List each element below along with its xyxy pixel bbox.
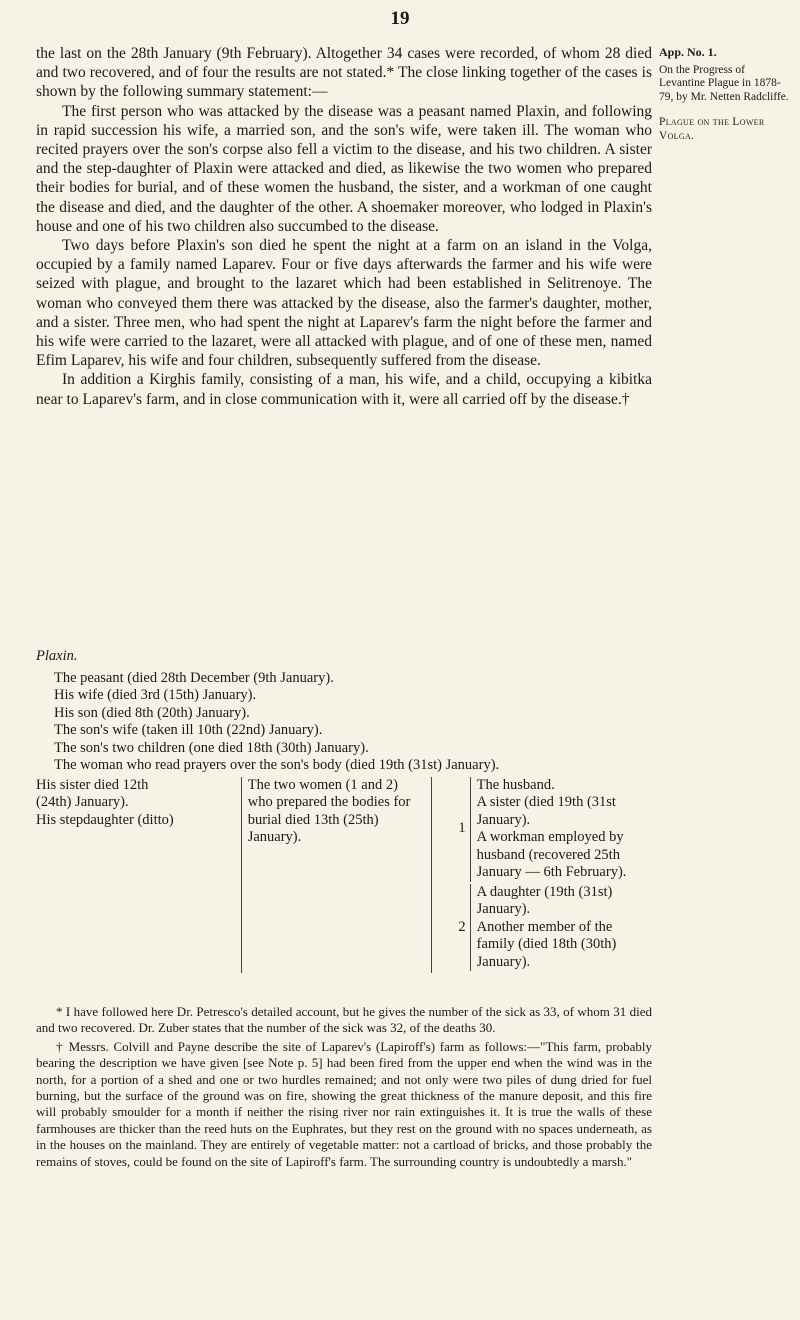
- paragraph: In addition a Kirghis family, consisting of a man, his wife, and a child, occupying a kibitka near to Laparev's farm, and in close communication with it, were all carried off by the disease.†: [36, 371, 652, 408]
- page-number: 19: [390, 8, 410, 29]
- case-line: The son's two children (one died 18th (30th) January).: [54, 739, 369, 756]
- case-line: The son's wife (taken ill 10th (22nd) January).: [54, 722, 323, 738]
- case-summary-title: Plaxin.: [36, 648, 78, 664]
- paragraph: Two days before Plaxin's son died he spent the night at a farm on an island in the Volga, occupied by a family named Laparev. Four or five days afterwards the farmer and his wife were seized with plague, and brought to the lazaret which had been established in Selitrenoye. The woman who conveyed them there was attacked by the disease, also the farmer's daughter, mother, and a sister. Three men, who had spent the night at Laparev's farm the night before the farmer and his wife were carried to the lazaret, were all attacked with plague, and of one of these men, named Efim Laparev, his wife and four children, subsequently suffered from the disease.: [36, 237, 652, 370]
- footnotes: [36, 1004, 652, 1170]
- margin-note-plague: Plague on the Lower Volga.: [659, 116, 765, 142]
- paragraph: The first person who was attacked by the disease was a peasant named Plaxin, and following in rapid succession his wife, a married son, and the son's wife, were taken ill. The woman who recited prayers over the son's corpse also fell a victim to the disease, and his two children. A sister and the step-daughter of Plaxin were attacked and died, as likewise the two women who prepared their bodies for burial, and of these women the husband, the sister, and a workman of one caught the disease and died, and the daughter of the other. A shoemaker moreover, who lodged in Plaxin's house and one of his two children also succumbed to the disease.: [36, 102, 652, 235]
- case-line: A sister (died 19th (31st January).: [476, 794, 616, 828]
- case-line: Another member of the family (died 18th (30th) January).: [476, 918, 617, 970]
- group-number: 2: [458, 918, 466, 935]
- group-number: 1: [458, 820, 466, 837]
- margin-notes: [659, 46, 789, 155]
- appendix-label: App. No. 1.: [659, 45, 717, 59]
- case-line: His wife (died 3rd (15th) January).: [54, 687, 257, 703]
- main-text: [36, 44, 652, 409]
- case-line: The peasant (died 28th December (9th January).: [54, 669, 334, 686]
- case-line: His sister died 12th: [36, 776, 149, 793]
- contact-group-1: [446, 777, 652, 882]
- contacts-column: [446, 777, 652, 974]
- case-line: A workman employed by husband (recovered 25th January — 6th February).: [476, 829, 627, 880]
- burial-women-column: The two women (1 and 2) who prepared the bodies for burial died 13th (25th) January).: [241, 777, 432, 974]
- footnote: † Messrs. Colvill and Payne describe the site of Laparev's (Lapiroff's) farm as follows:—"This farm, probably bearing the description we have given [see Note p. 5] had been fired from the upper end when the wind was in the north, for a portion of a shed and one or two hurdles remained; and not only were two piles of dung dried for fuel burning, but the surface of the ground was on fire, showing the great thickness of the manure deposit, and this fire will probably smoulder for a month if neither the rising river nor rain extinguishes it. It is true the walls of these farmhouses are thicker than the reed huts on the Euphrates, but they rest on the ground with no spaces underneath, as in the houses on the mainland. They are entirely of vegetable matter: not a cartload of bricks, and those probably the remains of stoves, could be found on the site of Lapiroff's farm. The surrounding country is undoubtedly a marsh.": [36, 1038, 652, 1169]
- case-line: The husband.: [476, 776, 555, 793]
- case-line: His stepdaughter (ditto): [36, 811, 174, 828]
- case-summary: [36, 648, 652, 973]
- case-line: The woman who read prayers over the son's body (died 19th (31st) January).: [54, 757, 500, 773]
- paragraph: the last on the 28th January (9th February). Altogether 34 cases were recorded, of whom 28 died and two recovered, and of four the results are not stated.* The close linking together of the cases is shown by the following summary statement:—: [36, 45, 652, 101]
- case-line: A daughter (19th (31st) January).: [476, 883, 613, 917]
- case-line: (24th) January).: [36, 794, 129, 810]
- relatives-column: [36, 777, 223, 974]
- contact-group-2: [446, 884, 652, 972]
- margin-note-progress: On the Progress of Levantine Plague in 1878-79, by Mr. Netten Radcliffe.: [659, 63, 789, 103]
- case-line: His son (died 8th (20th) January).: [54, 704, 250, 721]
- footnote: * I have followed here Dr. Petresco's detailed account, but he gives the number of the sick as 33, of whom 31 died and two recovered. Dr. Zuber states that the number of the sick was 32, of the deaths 30.: [36, 1004, 652, 1036]
- case-columns: [36, 777, 652, 974]
